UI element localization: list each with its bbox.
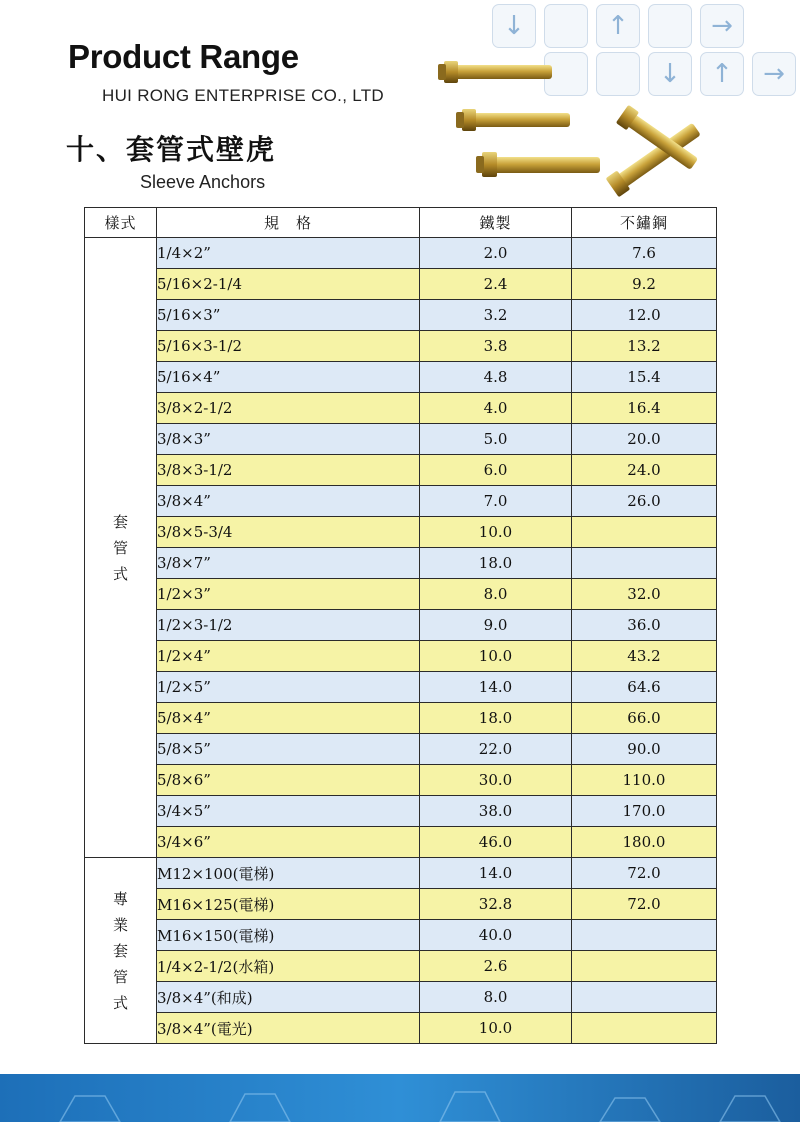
stainless-cell: 26.0	[572, 486, 717, 517]
section-title-zh: 十、套管式壁虎	[66, 133, 277, 166]
stainless-cell: 32.0	[572, 579, 717, 610]
iron-cell: 2.6	[420, 951, 572, 982]
stainless-cell: 36.0	[572, 610, 717, 641]
spec-cell: 5/8×5”	[157, 734, 420, 765]
section-title-en: Sleeve Anchors	[140, 172, 266, 192]
arrow-down-icon: ↓	[492, 4, 536, 48]
table-row	[85, 300, 717, 331]
stainless-cell: 72.0	[572, 889, 717, 920]
iron-cell: 40.0	[420, 920, 572, 951]
footer-band	[0, 1070, 800, 1122]
spec-cell: 3/8×4”(和成)	[157, 982, 420, 1013]
table-row	[85, 331, 717, 362]
arrow-down-icon: ↓	[648, 52, 692, 96]
stainless-cell: 170.0	[572, 796, 717, 827]
stainless-cell	[572, 548, 717, 579]
table-row	[85, 238, 717, 269]
page-title: Product Range	[68, 38, 299, 75]
spec-cell: 1/2×4”	[157, 641, 420, 672]
stainless-cell	[572, 920, 717, 951]
table-row	[85, 796, 717, 827]
arrow-right-icon: →	[700, 4, 744, 48]
group-label: 專業套管式	[112, 889, 128, 1012]
stainless-cell: 64.6	[572, 672, 717, 703]
spec-cell: 5/16×3-1/2	[157, 331, 420, 362]
header-style: 樣式	[85, 208, 157, 238]
group-label-cell	[85, 238, 157, 858]
stainless-cell: 72.0	[572, 858, 717, 889]
stainless-cell: 90.0	[572, 734, 717, 765]
table-body	[85, 238, 717, 1044]
spec-cell: 3/8×3-1/2	[157, 455, 420, 486]
header-iron: 鐵製	[420, 208, 572, 238]
stainless-cell: 180.0	[572, 827, 717, 858]
iron-cell: 14.0	[420, 672, 572, 703]
iron-cell: 3.2	[420, 300, 572, 331]
stainless-cell	[572, 517, 717, 548]
stainless-cell	[572, 982, 717, 1013]
arrow-up-icon: ↑	[596, 4, 640, 48]
arrow-tile-icon	[648, 4, 692, 48]
table-row	[85, 672, 717, 703]
iron-cell: 5.0	[420, 424, 572, 455]
stainless-cell: 16.4	[572, 393, 717, 424]
arrow-tile-icon	[544, 4, 588, 48]
table-row	[85, 610, 717, 641]
stainless-cell	[572, 951, 717, 982]
table-row	[85, 889, 717, 920]
group-label-cell	[85, 858, 157, 1044]
iron-cell: 22.0	[420, 734, 572, 765]
table-row	[85, 579, 717, 610]
table-row	[85, 982, 717, 1013]
iron-cell: 4.0	[420, 393, 572, 424]
spec-cell: M16×150(電梯)	[157, 920, 420, 951]
spec-cell: 3/8×5-3/4	[157, 517, 420, 548]
table-row	[85, 455, 717, 486]
spec-cell: 3/8×4”(電光)	[157, 1013, 420, 1044]
spec-cell: 3/4×5”	[157, 796, 420, 827]
arrow-up-icon: ↑	[700, 52, 744, 96]
iron-cell: 2.4	[420, 269, 572, 300]
iron-cell: 10.0	[420, 517, 572, 548]
table-row	[85, 765, 717, 796]
iron-cell: 32.8	[420, 889, 572, 920]
iron-cell: 18.0	[420, 703, 572, 734]
header-spec: 規 格	[157, 208, 420, 238]
iron-cell: 2.0	[420, 238, 572, 269]
stainless-cell	[572, 1013, 717, 1044]
table-header-row	[85, 208, 717, 238]
spec-cell: 3/8×2-1/2	[157, 393, 420, 424]
iron-cell: 4.8	[420, 362, 572, 393]
table-row	[85, 734, 717, 765]
spec-cell: 5/8×4”	[157, 703, 420, 734]
stainless-cell: 7.6	[572, 238, 717, 269]
spec-cell: 3/8×4”	[157, 486, 420, 517]
spec-cell: 3/8×7”	[157, 548, 420, 579]
spec-cell: M16×125(電梯)	[157, 889, 420, 920]
spec-cell: M12×100(電梯)	[157, 858, 420, 889]
spec-cell: 1/4×2-1/2(水箱)	[157, 951, 420, 982]
iron-cell: 10.0	[420, 1013, 572, 1044]
table-row	[85, 424, 717, 455]
iron-cell: 8.0	[420, 982, 572, 1013]
stainless-cell: 43.2	[572, 641, 717, 672]
spec-cell: 5/16×2-1/4	[157, 269, 420, 300]
arrow-right-icon: →	[752, 52, 796, 96]
table-row	[85, 269, 717, 300]
table-row	[85, 641, 717, 672]
iron-cell: 38.0	[420, 796, 572, 827]
table-row	[85, 703, 717, 734]
iron-cell: 3.8	[420, 331, 572, 362]
stainless-cell: 12.0	[572, 300, 717, 331]
iron-cell: 9.0	[420, 610, 572, 641]
spec-cell: 1/4×2”	[157, 238, 420, 269]
spec-cell: 1/2×3-1/2	[157, 610, 420, 641]
table-row	[85, 362, 717, 393]
iron-cell: 30.0	[420, 765, 572, 796]
iron-cell: 14.0	[420, 858, 572, 889]
stainless-cell: 110.0	[572, 765, 717, 796]
spec-cell: 3/4×6”	[157, 827, 420, 858]
table-row	[85, 1013, 717, 1044]
spec-cell: 1/2×5”	[157, 672, 420, 703]
stainless-cell: 66.0	[572, 703, 717, 734]
spec-cell: 3/8×3”	[157, 424, 420, 455]
sleeve-anchor-image	[430, 55, 700, 205]
spec-cell: 5/16×3”	[157, 300, 420, 331]
iron-cell: 18.0	[420, 548, 572, 579]
sleeve-anchor-table	[84, 207, 717, 1044]
stainless-cell: 15.4	[572, 362, 717, 393]
company-name: HUI RONG ENTERPRISE CO., LTD	[102, 86, 385, 105]
table-row	[85, 548, 717, 579]
table-row	[85, 951, 717, 982]
stainless-cell: 9.2	[572, 269, 717, 300]
iron-cell: 6.0	[420, 455, 572, 486]
iron-cell: 46.0	[420, 827, 572, 858]
stainless-cell: 13.2	[572, 331, 717, 362]
table-row	[85, 858, 717, 889]
header-stainless: 不鏽鋼	[572, 208, 717, 238]
stainless-cell: 20.0	[572, 424, 717, 455]
table-row	[85, 517, 717, 548]
table-row	[85, 827, 717, 858]
table-row	[85, 486, 717, 517]
group-label: 套管式	[112, 512, 128, 583]
spec-cell: 5/8×6”	[157, 765, 420, 796]
iron-cell: 8.0	[420, 579, 572, 610]
iron-cell: 7.0	[420, 486, 572, 517]
table-row	[85, 920, 717, 951]
stainless-cell: 24.0	[572, 455, 717, 486]
table-row	[85, 393, 717, 424]
spec-cell: 5/16×4”	[157, 362, 420, 393]
spec-cell: 1/2×3”	[157, 579, 420, 610]
iron-cell: 10.0	[420, 641, 572, 672]
